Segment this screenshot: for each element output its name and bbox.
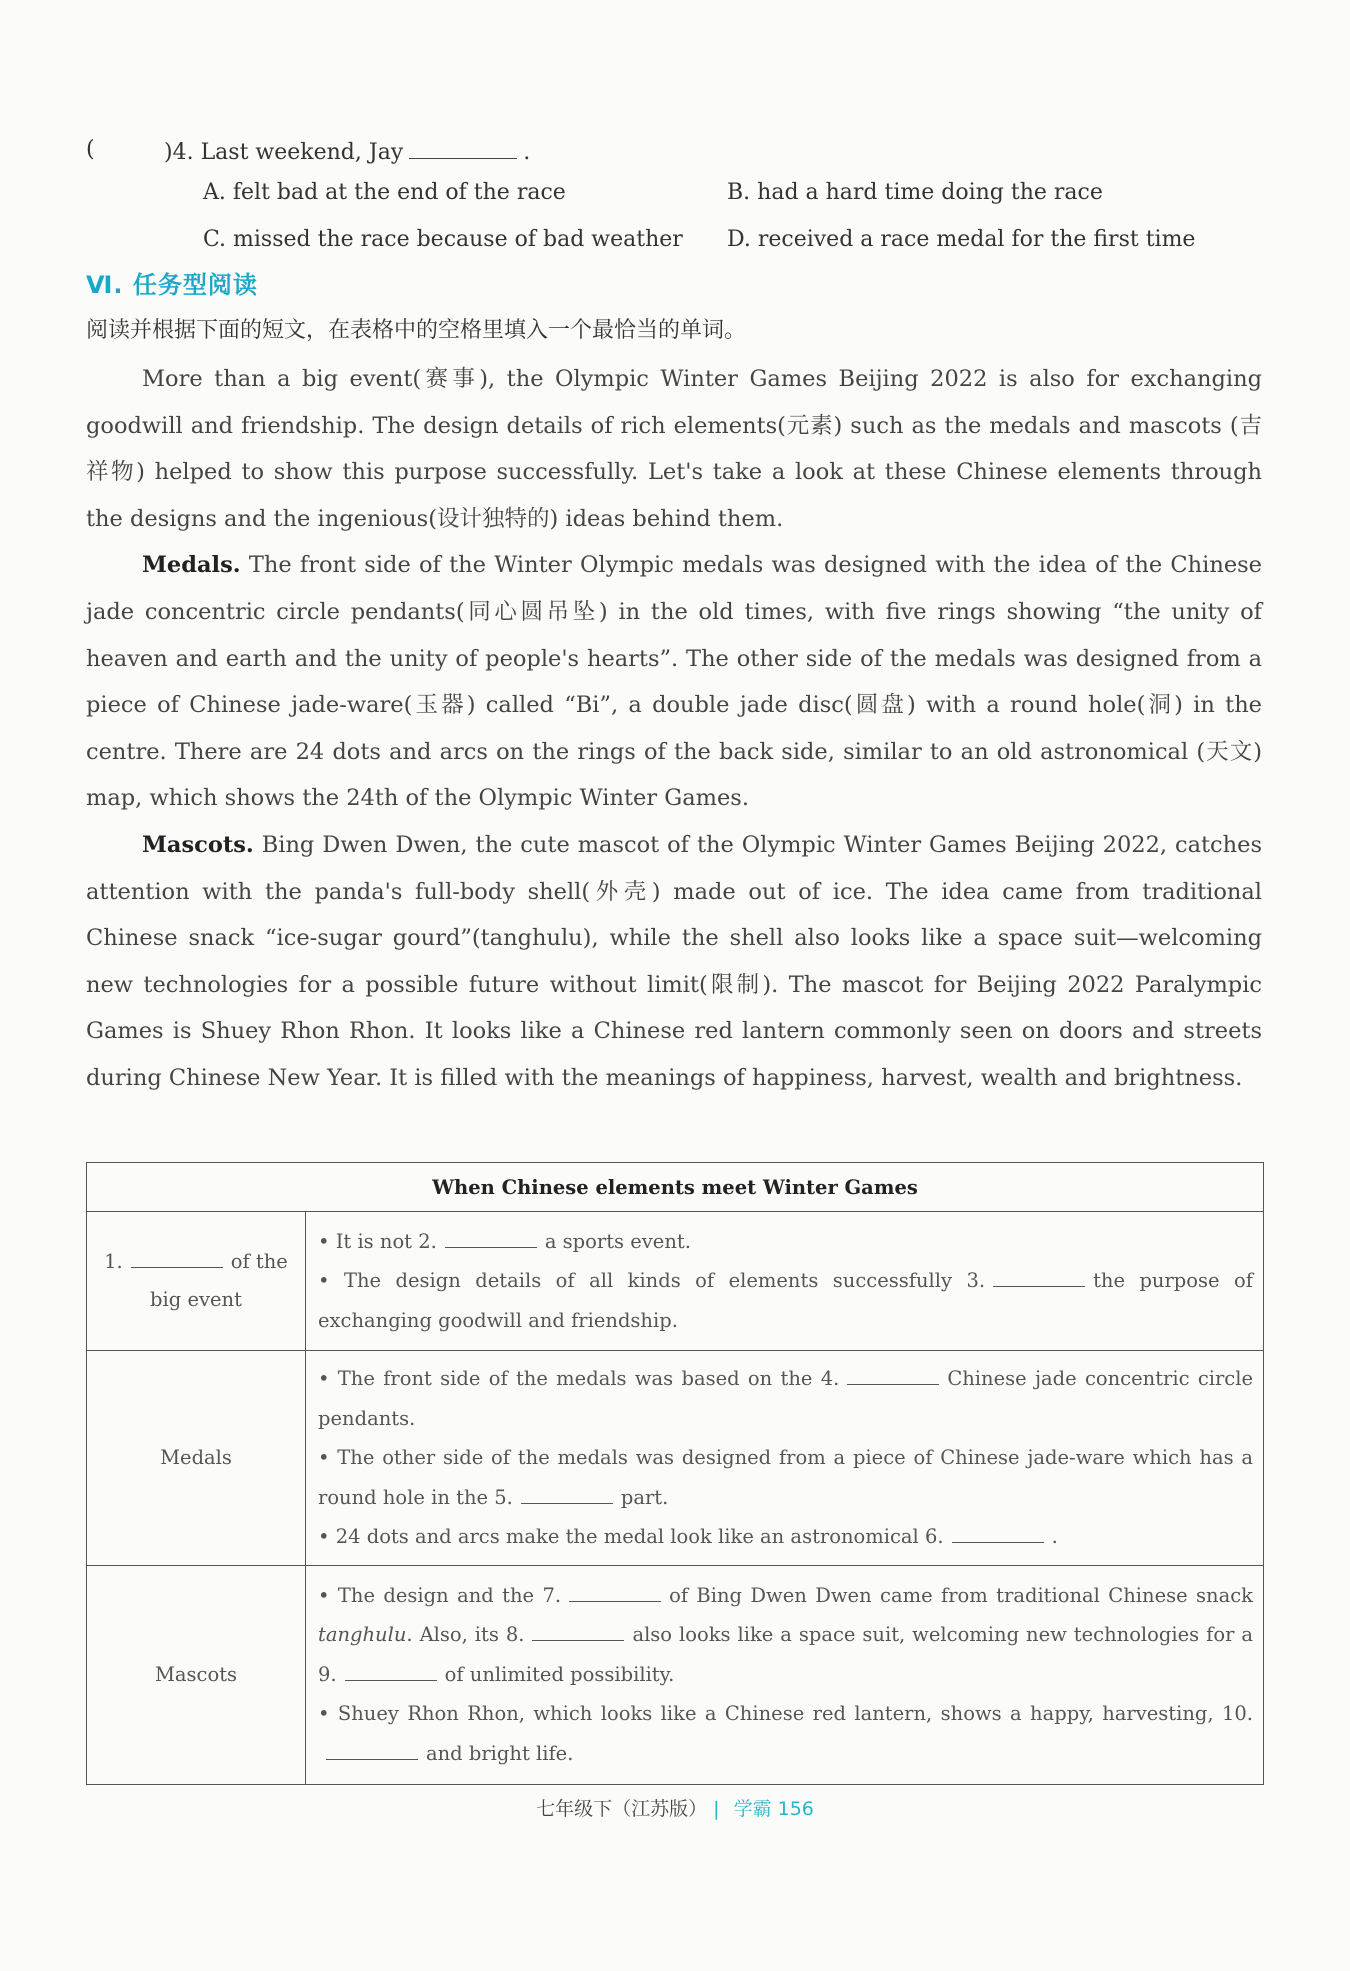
- row1-b2-text-2: the purpose of exchanging goodwill and friendship.: [318, 1269, 1253, 1332]
- row2-b1-text: • The front side of the medals was based on the 4.: [318, 1367, 840, 1390]
- section-title: Ⅵ. 任务型阅读: [86, 271, 258, 299]
- task-table: [86, 1162, 1264, 1785]
- row1-b1-text: • It is not 2.: [318, 1229, 437, 1253]
- question-stem: [164, 128, 530, 175]
- mascots-text: Bing Dwen Dwen, the cute mascot of the Olympic Winter Games Beijing 2022, catches attention with the panda's full-body shell(外壳) made out of ice. The idea came from traditional Chinese snack “ice-sugar gourd”(tanghulu), while the shell also looks like a space suit—welcoming new technologies for a possible future without limit(限制). The mascot for Beijing 2022 Paralympic Games is Shuey Rhon Rhon. It looks like a Chinese red lantern commonly seen on doors and streets during Chinese New Year. It is filled with the meanings of happiness, harvest, wealth and brightness.: [86, 831, 1262, 1091]
- row1-bullet-2: [318, 1261, 1253, 1340]
- blank-9: [345, 1656, 437, 1681]
- row3-b1-text-4: also looks like a space suit, welcoming new technologies for a 9.: [318, 1623, 1253, 1686]
- option-a: A. felt bad at the end of the race: [203, 180, 566, 205]
- mascots-heading: Mascots.: [142, 831, 254, 858]
- row1-bullet-1: [318, 1222, 1253, 1262]
- table-row: [87, 1565, 1264, 1784]
- page-content: [86, 128, 1262, 1765]
- footer-separator: |: [713, 1798, 720, 1820]
- blank-10: [326, 1735, 418, 1760]
- row3-b1-text-3: . Also, its 8.: [406, 1623, 525, 1647]
- row2-b2-text: • The other side of the medals was designed from a piece of Chinese jade-ware which has a round hole in the 5.: [318, 1446, 1253, 1509]
- row3-b1-text-2: of Bing Dwen Dwen came from traditional Chinese snack: [669, 1583, 1253, 1607]
- row1-b2-text: • The design details of all kinds of elements successfully 3.: [318, 1269, 986, 1293]
- row3-b1-text-5: of unlimited possibility.: [444, 1662, 675, 1686]
- option-d: D. received a race medal for the first time: [727, 227, 1196, 252]
- row2-b1-text-2: Chinese jade concentric circle pendants.: [318, 1367, 1253, 1430]
- table-header-row: [87, 1163, 1264, 1212]
- footer-brand-page: 学霸 156: [733, 1798, 814, 1820]
- blank-7: [569, 1577, 661, 1602]
- medals-text: The front side of the Winter Olympic medals was designed with the idea of the Chinese jade concentric circle pendants(同心圆吊坠) in the old times, with five rings showing “the unity of heaven and earth and the unity of people's hearts”. The other side of the medals was designed from a piece of Chinese jade-ware(玉器) called “Bi”, a double jade disc(圆盘) with a round hole(洞) in the centre. There are 24 dots and arcs on the rings of the back side, similar to an old astronomical (天文) map, which shows the 24th of the Olympic Winter Games.: [86, 552, 1262, 812]
- table-row: [87, 1351, 1264, 1566]
- passage-paragraph-1: More than a big event(赛事), the Olympic Winter Games Beijing 2022 is also for exchanging goodwill and friendship. The design details of rich elements(元素) such as the medals and mascots (吉祥物) helped to show this purpose successfully. Let's take a look at these Chinese elements through the designs and the ingenious(设计独特的) ideas behind them.: [86, 366, 1262, 532]
- row3-b1-text: • The design and the 7.: [318, 1583, 562, 1607]
- row1-label: [87, 1212, 306, 1351]
- blank-2: [445, 1223, 537, 1248]
- question-text: )4. Last weekend, Jay: [164, 140, 404, 165]
- row1-label-text: of the: [230, 1250, 288, 1273]
- row2-bullet-3: [318, 1517, 1253, 1557]
- table-title: When Chinese elements meet Winter Games: [87, 1163, 1264, 1212]
- row2-content: [306, 1351, 1264, 1566]
- blank-1: [131, 1243, 223, 1268]
- option-b: B. had a hard time doing the race: [727, 180, 1103, 205]
- row3-b2-text: • Shuey Rhon Rhon, which looks like a Chinese red lantern, shows a happy, harvesting, 10.: [318, 1702, 1253, 1726]
- row2-bullet-1: [318, 1359, 1253, 1438]
- blank-5: [521, 1479, 613, 1504]
- row2-bullet-2: [318, 1438, 1253, 1517]
- table-row: [87, 1212, 1264, 1351]
- option-c: C. missed the race because of bad weather: [203, 227, 683, 252]
- blank-4: [847, 1360, 939, 1385]
- passage-paragraph-3: [86, 822, 1262, 1102]
- row1-content: [306, 1212, 1264, 1351]
- row3-b2-text-2: and bright life.: [426, 1741, 574, 1765]
- section-instruction: 阅读并根据下面的短文，在表格中的空格里填入一个最恰当的单词。: [86, 318, 747, 343]
- row3-label: Mascots: [87, 1565, 306, 1784]
- row2-b3-text-2: .: [1051, 1525, 1058, 1548]
- blank-8: [532, 1616, 624, 1641]
- row2-label: Medals: [87, 1351, 306, 1566]
- reading-passage: [86, 356, 1262, 1102]
- blank-6: [952, 1518, 1044, 1543]
- row3-content: [306, 1565, 1264, 1784]
- question-end: .: [523, 140, 531, 165]
- row1-label-text-2: big event: [150, 1288, 242, 1311]
- answer-blank: [409, 128, 517, 159]
- row3-bullet-2: [318, 1694, 1253, 1773]
- answer-paren: (: [86, 137, 95, 162]
- row1-b1-text-2: a sports event.: [544, 1229, 691, 1253]
- tanghulu-italic: tanghulu: [318, 1623, 407, 1647]
- medals-heading: Medals.: [142, 552, 241, 579]
- row2-b3-text: • 24 dots and arcs make the medal look like an astronomical 6.: [318, 1525, 944, 1548]
- page-footer: [0, 1794, 1350, 1821]
- row3-bullet-1: [318, 1576, 1253, 1695]
- blank-3: [993, 1262, 1085, 1287]
- question-4: [86, 128, 1262, 172]
- blank-1-number: 1.: [104, 1250, 123, 1273]
- row2-b2-text-2: part.: [620, 1485, 669, 1509]
- footer-grade: 七年级下（江苏版）: [536, 1798, 708, 1820]
- passage-paragraph-2: [86, 542, 1262, 822]
